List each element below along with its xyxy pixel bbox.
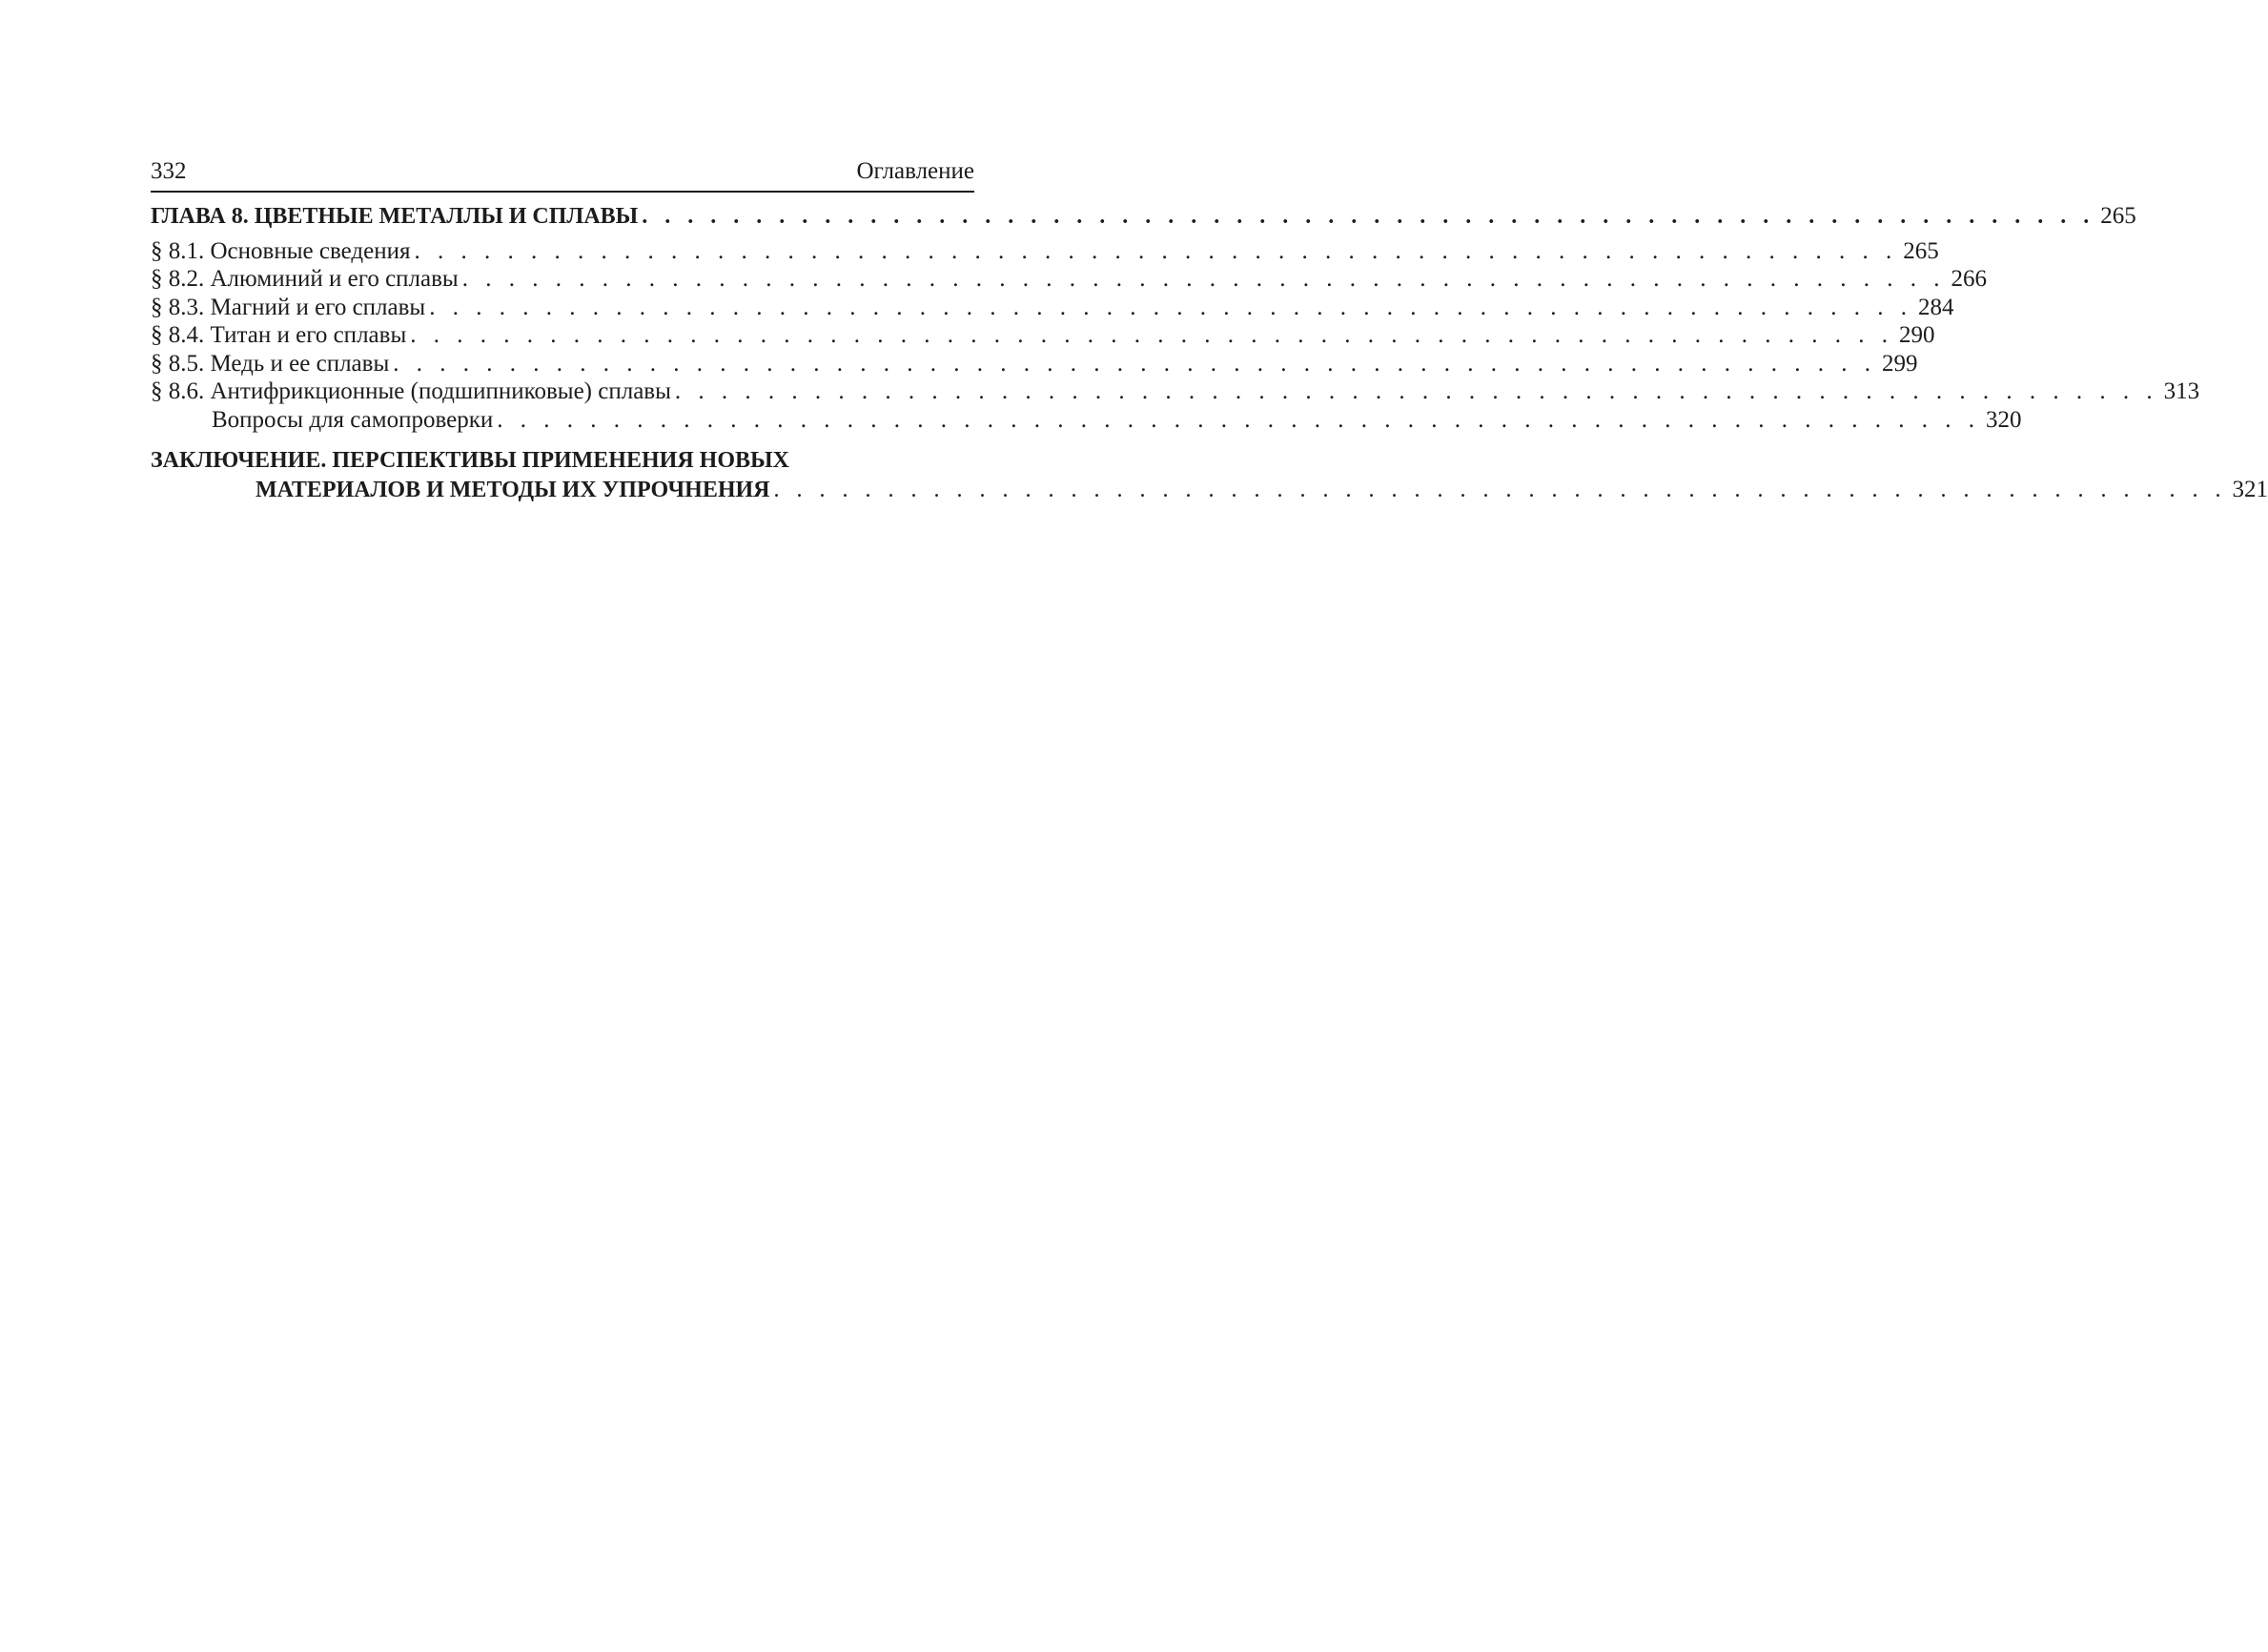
dot-leader: . . . . . . . . . . . . . . . . . . . . . . . . . . . . . . . . . . . . . . . . . . . . . . . . . . . . . . . . . . . . . . . . [497,406,1980,433]
dot-leader: . . . . . . . . . . . . . . . . . . . . . . . . . . . . . . . . . . . . . . . . . . . . . . . . . . . . . . . . . . . . . . . . [410,322,1893,348]
conclusion-title-line2: МАТЕРИАЛОВ И МЕТОДЫ ИХ УПРОЧНЕНИЯ [255,477,770,502]
dot-leader: . . . . . . . . . . . . . . . . . . . . . . . . . . . . . . . . . . . . . . . . . . . . . . . . . . . . . . . . . . . . . . . . [429,294,1912,320]
toc-section-entry [151,377,2200,406]
running-header [151,153,974,193]
book-page [151,153,2268,504]
section-page: 290 [1899,322,1935,348]
dot-leader: . . . . . . . . . . . . . . . . . . . . . . . . . . . . . . . . . . . . . . . . . . . . . . . . . . . . . . . . . . . . . . . . [674,378,2158,404]
dot-leader: . . . . . . . . . . . . . . . . . . . . . . . . . . . . . . . . . . . . . . . . . . . . . . . . . . . . . . . . . . . . . . . . [461,266,1946,292]
section-page: 313 [2163,378,2200,404]
toc-section-entry [151,294,1954,322]
section-title: § 8.5. Медь и ее сплавы [151,350,390,377]
toc-chapter-entry [151,202,2136,232]
table-of-contents [151,202,2268,504]
section-page: 266 [1951,266,1987,292]
conclusion-row [151,476,2268,505]
chapter-title: ГЛАВА 8. ЦВЕТНЫЕ МЕТАЛЛЫ И СПЛАВЫ [151,204,639,229]
section-page: 284 [1917,294,1954,320]
section-title: § 8.4. Титан и его сплавы [151,322,407,348]
dot-leader: . . . . . . . . . . . . . . . . . . . . . . . . . . . . . . . . . . . . . . . . . . . . . . . . . . . . . . . . . . . . . . . . [773,477,2227,502]
chapter-page: 265 [2100,203,2136,229]
dot-leader: . . . . . . . . . . . . . . . . . . . . . . . . . . . . . . . . . . . . . . . . . . . . . . . . . . . . . . . . . . . . . . . . [393,350,1877,377]
conclusion-title-line1: ЗАКЛЮЧЕНИЕ. ПЕРСПЕКТИВЫ ПРИМЕНЕНИЯ НОВЫХ [151,448,789,473]
self-check-title: Вопросы для самопроверки [212,406,494,433]
toc-conclusion-entry [151,447,2268,504]
dot-leader: . . . . . . . . . . . . . . . . . . . . . . . . . . . . . . . . . . . . . . . . . . . . . . . . . . . . . . . . . . . . . . . . [642,204,2095,229]
section-title: § 8.6. Антифрикционные (подшипниковые) сплавы [151,378,671,404]
toc-section-entry [151,265,1987,294]
section-page: 265 [1903,237,1939,264]
toc-section-entry [151,237,1939,266]
dot-leader: . . . . . . . . . . . . . . . . . . . . . . . . . . . . . . . . . . . . . . . . . . . . . . . . . . . . . . . . . . . . . . . . [414,237,1898,264]
toc-section-entry [151,321,1935,350]
conclusion-page: 321 [2232,476,2268,502]
section-title: § 8.2. Алюминий и его сплавы [151,266,459,292]
self-check-page: 320 [1986,406,2022,433]
running-title: Оглавление [856,158,974,184]
page-number: 332 [151,158,187,184]
section-title: § 8.3. Магний и его сплавы [151,294,426,320]
section-title: § 8.1. Основные сведения [151,237,411,264]
toc-section-entry [151,350,1918,378]
toc-self-check-entry [151,406,2022,435]
section-page: 299 [1882,350,1918,377]
